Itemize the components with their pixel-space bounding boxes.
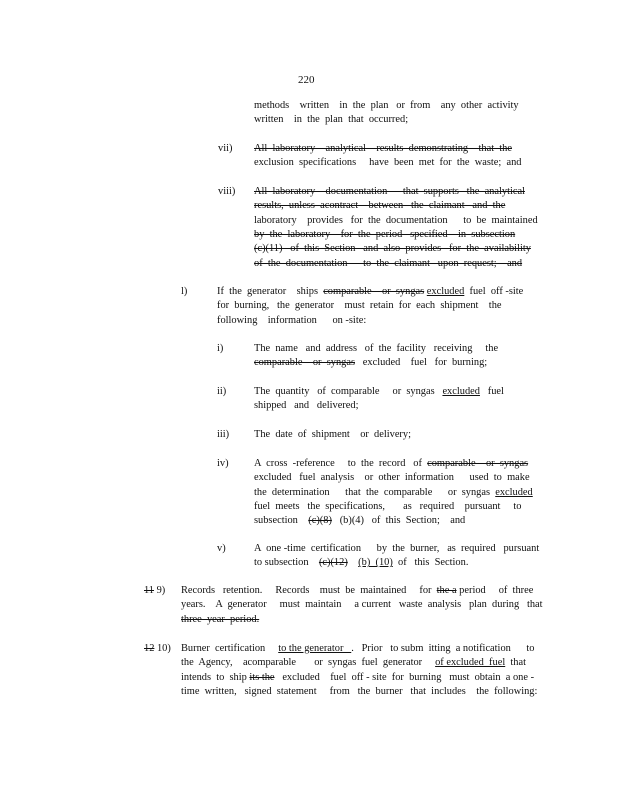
item-viii-line xyxy=(254,258,522,270)
paragraph-l-line xyxy=(217,315,366,327)
subitem-line xyxy=(254,429,411,441)
subitem-label: v) xyxy=(217,543,226,554)
text-run: A one -time certification by the burner, as required pursuant xyxy=(254,543,540,554)
struck-text: comparable or syngas xyxy=(323,286,425,297)
subitem-line xyxy=(254,515,465,527)
subitem-line xyxy=(254,400,358,412)
inserted-text: excluded xyxy=(426,286,465,297)
text-run: The quantity of comparable or syngas xyxy=(254,386,443,397)
subitem-line xyxy=(254,472,530,484)
paragraph-9-line xyxy=(181,614,259,626)
text-run: 10) xyxy=(154,643,171,654)
text-run: shipped and delivered; xyxy=(254,400,359,412)
subitem-line xyxy=(254,458,528,470)
paragraph-9-line xyxy=(181,585,533,597)
struck-text: 11 xyxy=(144,585,155,596)
subitem-line xyxy=(254,487,533,499)
text-run: fuel xyxy=(479,386,504,397)
subitem-line xyxy=(254,357,487,369)
subitem-line xyxy=(254,343,498,355)
text-run: intends to ship xyxy=(181,671,250,683)
text-run: fuel meets the specifications, as required pursuant to xyxy=(254,500,522,512)
text-run: the Agency, acomparable or syngas fuel generator xyxy=(181,657,436,669)
struck-text: 12 xyxy=(144,643,155,654)
text-run xyxy=(348,557,358,568)
text-run: Records retention. Records must be maintained for xyxy=(181,585,437,596)
struck-text: of the documentation to the claimant upon request; and xyxy=(254,257,523,269)
paragraph-label-10 xyxy=(144,643,171,655)
item-vii-line xyxy=(254,143,512,155)
subitem-label: iv) xyxy=(217,458,229,469)
item-vii-line xyxy=(254,157,521,169)
paragraph-10-line xyxy=(181,686,537,698)
inserted-text: to the generator xyxy=(278,643,352,654)
struck-text: All laboratory analytical results demonstrating that the xyxy=(254,143,512,154)
struck-text: All laboratory documentation that supports the analytical xyxy=(254,186,525,197)
struck-text: the a xyxy=(436,585,457,596)
struck-text: (c)(11) of this Section and also provides for the availability xyxy=(254,243,531,255)
paragraph-10-line xyxy=(181,672,534,684)
subitem-label: iii) xyxy=(217,429,230,440)
subitem-line xyxy=(254,543,539,555)
paragraph-label-9 xyxy=(144,585,165,597)
subitem-line xyxy=(254,386,504,398)
paragraph-9-line xyxy=(181,599,543,611)
paragraph-10-line xyxy=(181,643,535,655)
item-viii-line xyxy=(254,215,538,227)
item-label-viii: viii) xyxy=(218,186,236,197)
item-viii-line xyxy=(254,229,515,241)
text-run: that xyxy=(505,657,526,669)
text-run: excluded fuel analysis or other information used to make xyxy=(254,472,530,484)
continuation-line xyxy=(254,114,408,126)
text-run: excluded fuel for burning; xyxy=(355,357,488,369)
text-run: The date of shipment or delivery; xyxy=(254,429,411,440)
paragraph-label-l: l) xyxy=(181,286,188,297)
inserted-text: excluded xyxy=(495,486,533,498)
struck-text: its the xyxy=(249,671,275,683)
paragraph-l-line xyxy=(217,286,523,298)
struck-text: comparable or syngas xyxy=(427,458,529,469)
subitem-line xyxy=(254,501,522,513)
text-run: following information on -site: xyxy=(217,314,367,326)
text-run: of this Section. xyxy=(392,557,469,569)
struck-text: by the laboratory for the period specified in subsection xyxy=(254,228,516,240)
inserted-text: (b) (10) xyxy=(358,557,393,569)
struck-text: comparable or syngas xyxy=(254,357,355,369)
text-run: the determination that the comparable or syngas xyxy=(254,486,496,498)
text-run: If the generator ships xyxy=(217,286,324,297)
item-viii-line xyxy=(254,243,531,255)
item-viii-line xyxy=(254,200,505,212)
text-run: fuel off -site xyxy=(464,286,524,297)
inserted-text: excluded xyxy=(442,386,480,397)
text-run: laboratory provides for the documentation to be maintained xyxy=(254,214,538,226)
text-run: The name and address of the facility receiving the xyxy=(254,343,499,354)
inserted-text: of excluded fuel xyxy=(435,657,506,669)
text-run: for burning, the generator must retain for each shipment the xyxy=(217,300,502,312)
paragraph-l-line xyxy=(217,300,502,312)
item-viii-line xyxy=(254,186,525,198)
text-run: (b)(4) of this Section; and xyxy=(331,515,466,527)
text-run: period of three xyxy=(456,585,534,596)
struck-text: (c)(12) xyxy=(318,557,348,569)
text-run: time written, signed statement from the burner that includes the following: xyxy=(181,685,538,697)
text-run: to subsection xyxy=(254,557,319,569)
item-label-vii: vii) xyxy=(218,143,233,154)
paragraph-10-line xyxy=(181,657,526,669)
text-run: exclusion specifications have been met for the waste; and xyxy=(254,157,522,169)
text-run: excluded fuel off - site for burning must obtain a one - xyxy=(274,671,535,683)
struck-text: (c)(8) xyxy=(308,515,332,527)
text-run: written in the plan that occurred; xyxy=(254,114,409,126)
subitem-label: ii) xyxy=(217,386,227,397)
text-run: . Prior to subm itting a notification to xyxy=(351,643,535,654)
page-number: 220 xyxy=(298,74,315,86)
struck-text: three year period. xyxy=(181,613,260,625)
text-run: Burner certification xyxy=(181,643,279,654)
text-run: methods written in the plan or from any other activity xyxy=(254,100,519,111)
continuation-line xyxy=(254,100,519,112)
struck-text: results, unless acontract between the claimant and the xyxy=(254,200,506,212)
text-run: 9) xyxy=(154,585,166,596)
text-run: subsection xyxy=(254,515,309,527)
text-run: years. A generator must maintain a current waste analysis plan during that xyxy=(181,599,543,611)
subitem-label: i) xyxy=(217,343,224,354)
subitem-line xyxy=(254,557,468,569)
text-run: A cross -reference to the record of xyxy=(254,458,428,469)
